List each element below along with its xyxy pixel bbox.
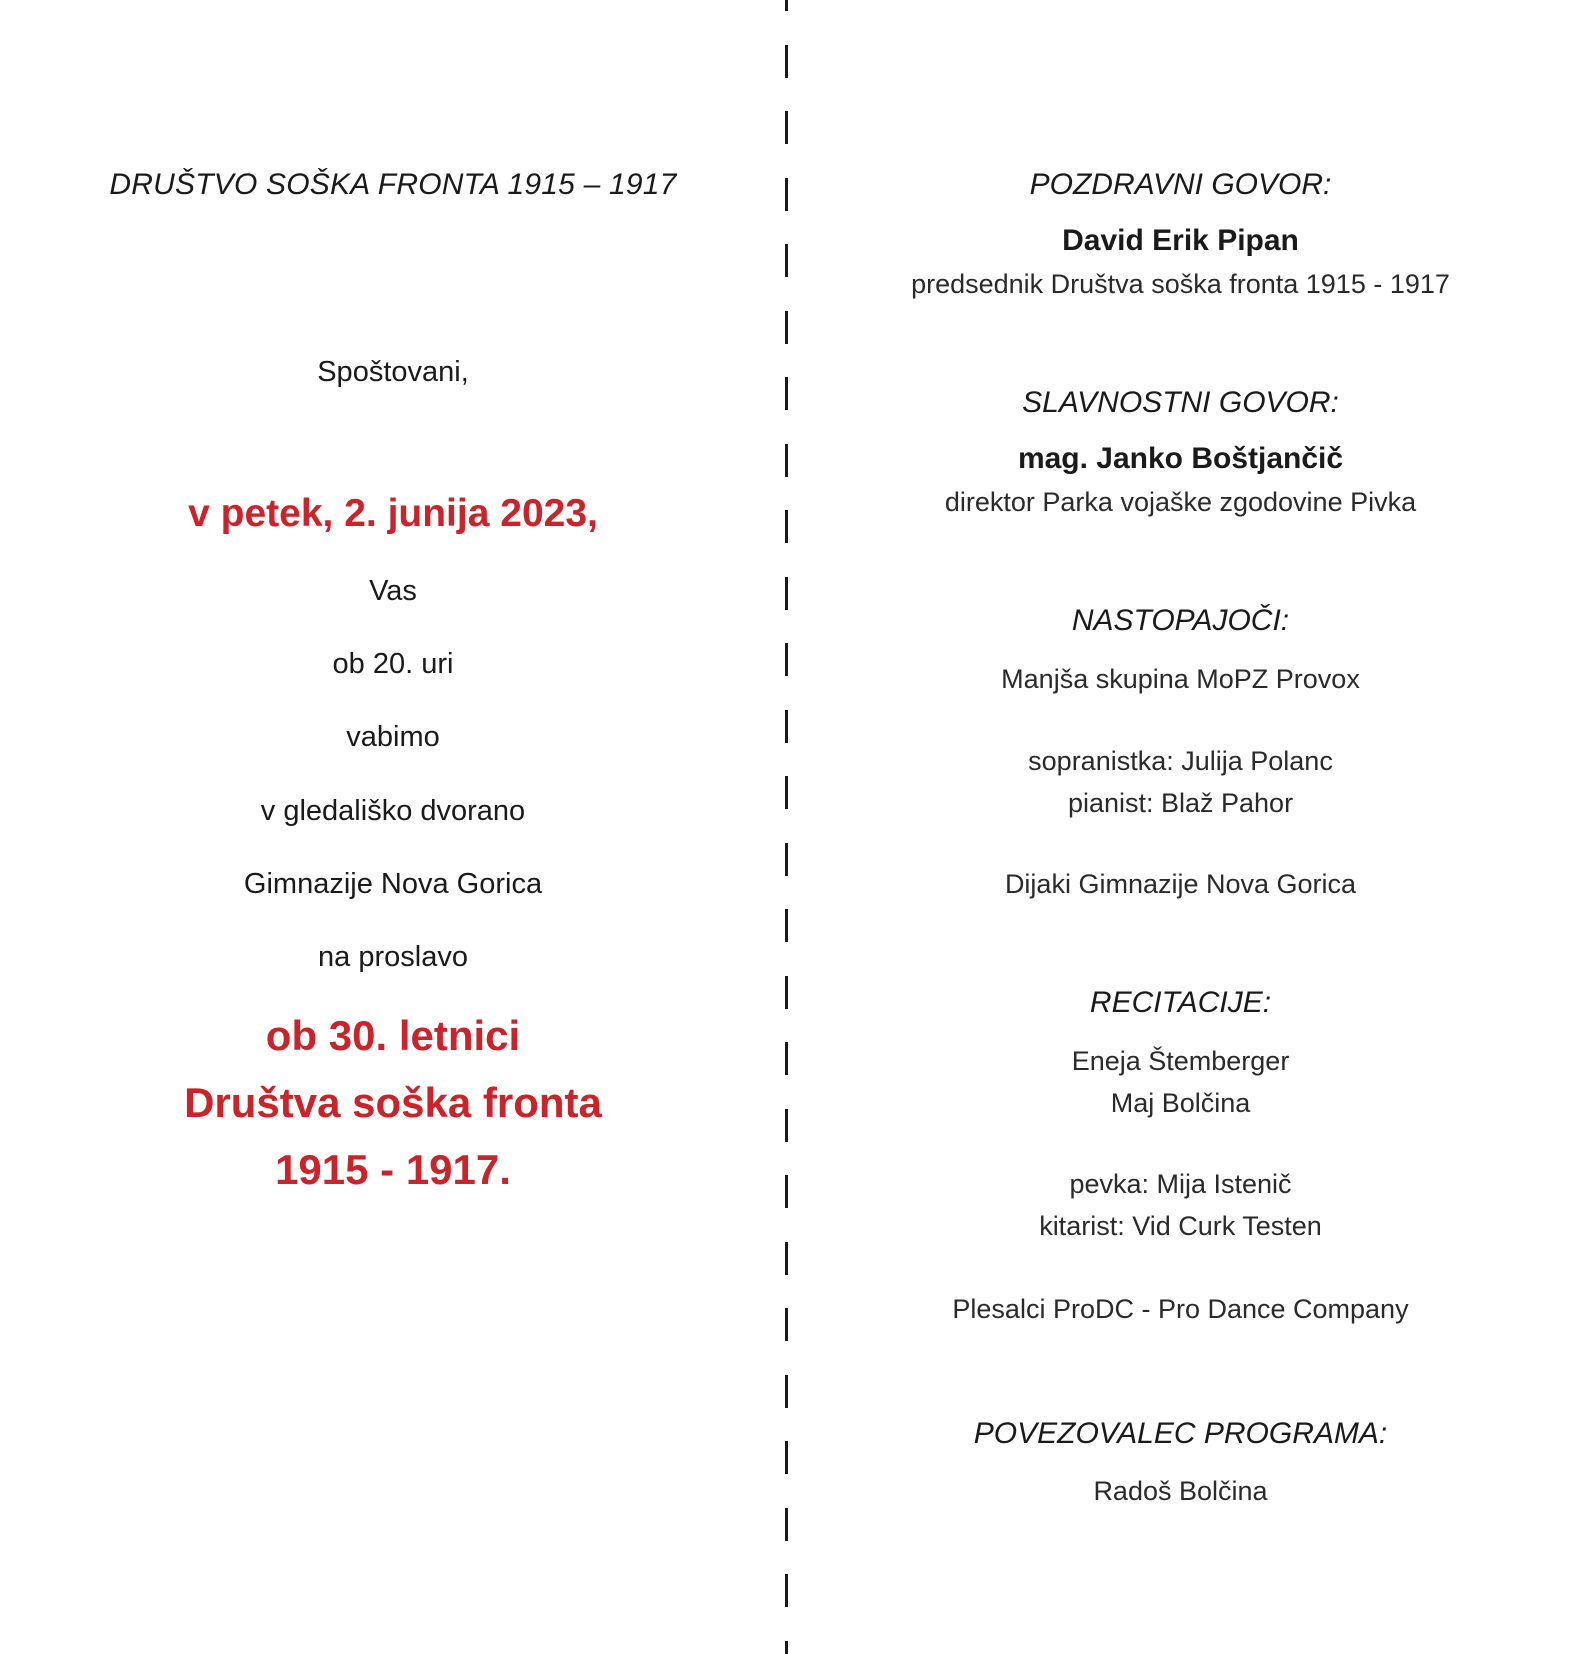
event-title-line: 1915 - 1917. bbox=[275, 1146, 511, 1193]
invitation-line: na proslavo bbox=[318, 941, 468, 973]
organization-title: DRUŠTVO SOŠKA FRONTA 1915 – 1917 bbox=[109, 168, 677, 201]
recitation-item: Plesalci ProDC - Pro Dance Company bbox=[952, 1294, 1409, 1324]
event-title-line: Društva soška fronta bbox=[184, 1079, 602, 1126]
greeting-speaker-role: predsednik Društva soška fronta 1915 - 1917 bbox=[911, 269, 1450, 299]
invitation-line: ob 20. uri bbox=[332, 648, 454, 680]
performer-item: Dijaki Gimnazije Nova Gorica bbox=[1004, 869, 1357, 899]
invitation-line: Vas bbox=[369, 575, 417, 607]
performers-heading: NASTOPAJOČI: bbox=[1071, 604, 1290, 637]
recitation-item: pevka: Mija Istenič bbox=[1069, 1169, 1292, 1199]
event-date: v petek, 2. junija 2023, bbox=[188, 492, 598, 535]
invitation-left-panel bbox=[0, 0, 786, 1654]
recitations-heading: RECITACIJE: bbox=[1089, 986, 1272, 1019]
performer-item: pianist: Blaž Pahor bbox=[1067, 788, 1294, 818]
recitation-item: Maj Bolčina bbox=[1110, 1088, 1251, 1118]
keynote-speech-heading: SLAVNOSTNI GOVOR: bbox=[1022, 386, 1339, 419]
recitation-item: kitarist: Vid Curk Testen bbox=[1039, 1211, 1322, 1241]
host-heading: POVEZOVALEC PROGRAMA: bbox=[973, 1417, 1388, 1450]
greeting-speech-heading: POZDRAVNI GOVOR: bbox=[1029, 168, 1332, 201]
invitation-line: v gledališko dvorano bbox=[260, 795, 526, 827]
recitation-item: Eneja Štemberger bbox=[1071, 1046, 1290, 1076]
keynote-speaker-role: direktor Parka vojaške zgodovine Pivka bbox=[944, 487, 1417, 517]
invitation-line: vabimo bbox=[346, 721, 440, 753]
greeting: Spoštovani, bbox=[317, 356, 469, 388]
performer-item: Manjša skupina MoPZ Provox bbox=[1001, 664, 1360, 694]
program-right-panel bbox=[786, 0, 1575, 1654]
invitation-line: Gimnazije Nova Gorica bbox=[243, 868, 543, 900]
performer-item: sopranistka: Julija Polanc bbox=[1028, 746, 1333, 776]
keynote-speaker-name: mag. Janko Boštjančič bbox=[1017, 442, 1344, 475]
host-name: Radoš Bolčina bbox=[1093, 1476, 1268, 1506]
greeting-speaker-name: David Erik Pipan bbox=[1062, 224, 1299, 257]
event-title-line: ob 30. letnici bbox=[265, 1012, 521, 1059]
